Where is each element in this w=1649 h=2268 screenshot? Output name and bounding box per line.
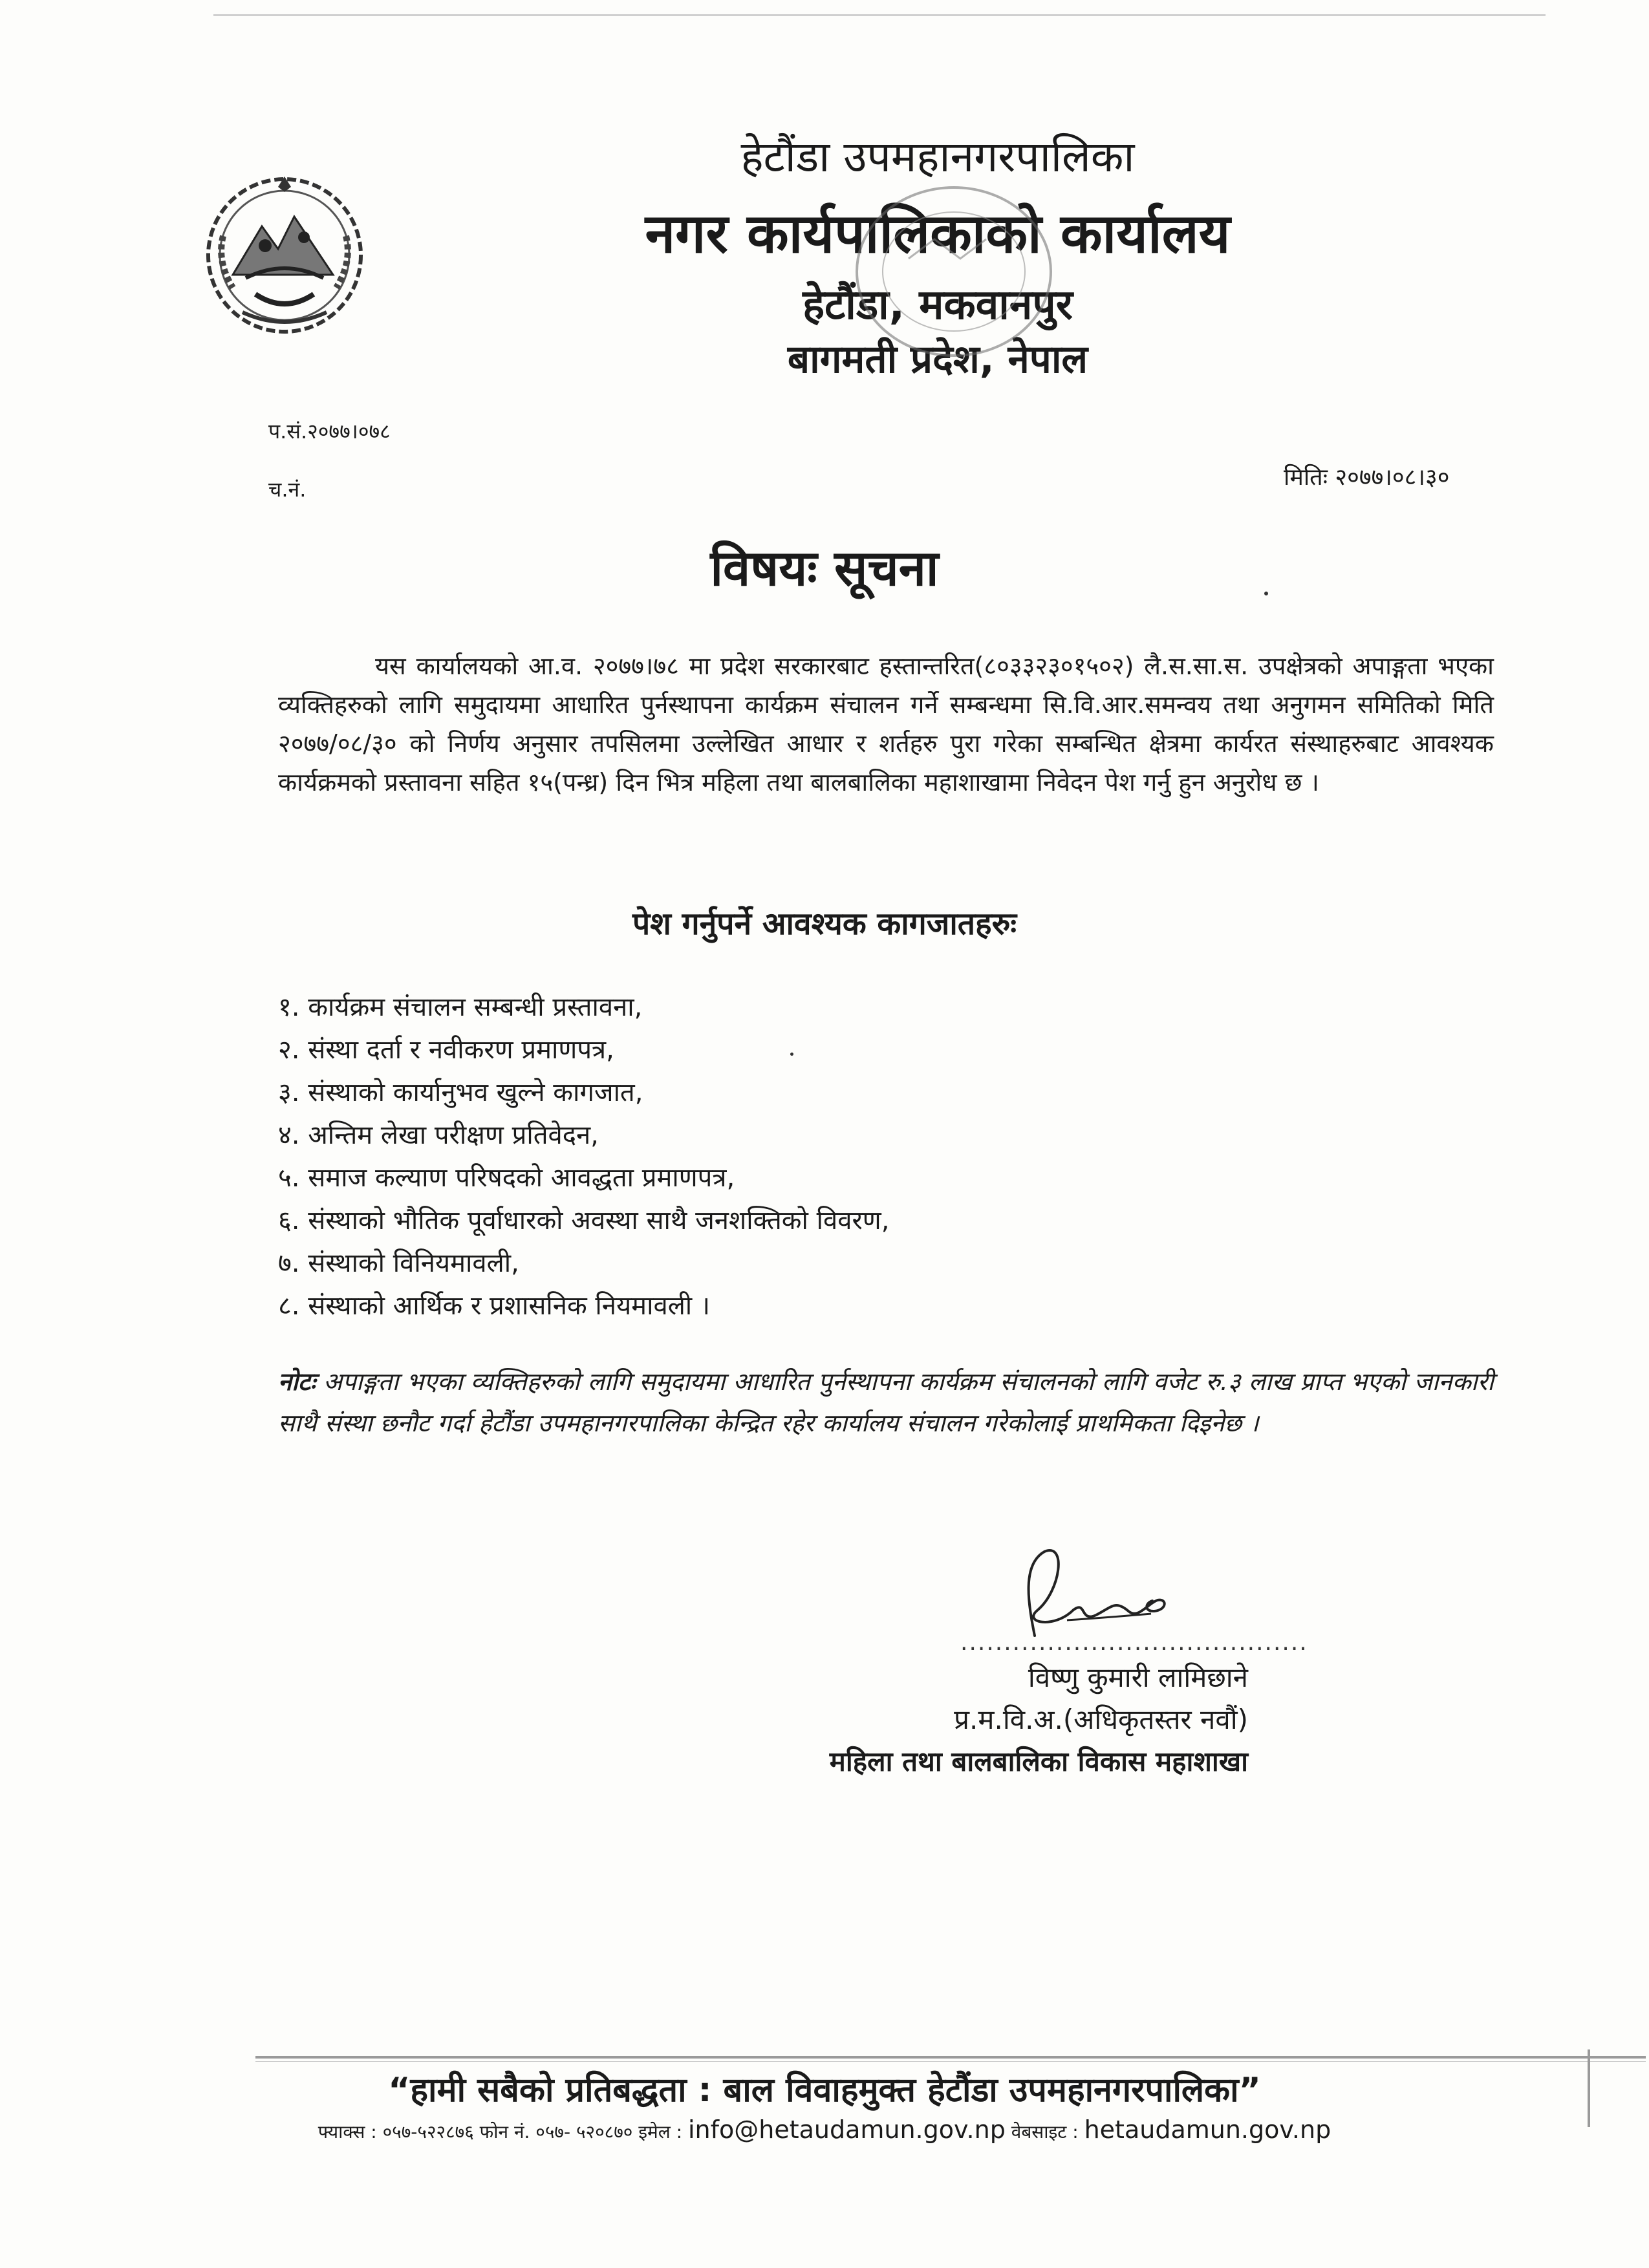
phone-number: फोन नं. ०५७- ५२०८७० — [479, 2121, 633, 2143]
requirement-item: ८. संस्थाको आर्थिक र प्रशासनिक नियमावली । — [278, 1291, 711, 1321]
requirement-item: ४. अन्तिम लेखा परीक्षण प्रतिवेदन, — [278, 1120, 599, 1150]
subject-heading: विषयः सूचना — [710, 539, 939, 597]
office-stamp-icon — [847, 175, 1061, 369]
letter-reference-number: प.सं.२०७७।०७८ — [268, 419, 391, 444]
email-address: info@hetaudamun.gov.np — [687, 2115, 1006, 2144]
note-text: अपाङ्गता भएका व्यक्तिहरुको लागि समुदायमा आधारित पुर्नस्थापना कार्यक्रम संचालनको लागि वजेट रु.३ लाख प्राप्त भएको जानकारी साथै संस्था छनौट गर्दा हेटौंडा उपमहानगरपालिका केन्द्रित रहेर कार्यालय संचालन गरेकोलाई प्राथमिकता दिइनेछ । — [278, 1367, 1494, 1437]
requirement-item: ५. समाज कल्याण परिषदको आवद्धता प्रमाणपत्र, — [278, 1163, 735, 1193]
requirement-item: २. संस्था दर्ता र नवीकरण प्रमाणपत्र, — [278, 1035, 614, 1065]
top-scan-edge — [213, 14, 1546, 16]
signatory-title: प्र.म.वि.अ.(अधिकृतस्तर नवौं) — [954, 1704, 1248, 1735]
requirement-item: ७. संस्थाको विनियमावली, — [278, 1248, 519, 1278]
requirement-item: ३. संस्थाको कार्यानुभव खुल्ने कागजात, — [278, 1078, 643, 1107]
note-paragraph — [278, 1361, 1494, 1444]
letter-date: मितिः २०७७।०८।३० — [1284, 464, 1450, 491]
website-label: वेबसाइट : — [1011, 2121, 1079, 2143]
requirements-heading: पेश गर्नुपर्ने आवश्यक कागजातहरुः — [632, 906, 1017, 942]
signature-line: ........................................ — [960, 1629, 1308, 1656]
municipality-name: हेटौंडा उपमहानगरपालिका — [740, 132, 1135, 182]
dispatch-number: च.नं. — [268, 477, 307, 502]
requirements-list — [278, 986, 889, 1327]
note-label: नोटः — [278, 1367, 316, 1396]
nepal-emblem-icon — [197, 165, 372, 339]
notice-body: यस कार्यालयको आ.व. २०७७।७८ मा प्रदेश सरकारबाट हस्तान्तरित(८०३३२३०१५०२) लै.स.सा.स. उपक्षेत्रको अपाङ्गता भएका व्यक्तिहरुको लागि समुदायमा आधारित पुर्नस्थापना कार्यक्रम संचालन गर्ने सम्बन्धमा सि.वि.आर.समन्वय तथा अनुगमन समितिको मिति २०७७/०८/३० को निर्णय अनुसार तपसिलमा उल्लेखित आधार र शर्तहरु पुरा गरेका सम्बन्धित क्षेत्रमा कार्यरत संस्थाहरुबाट आवश्यक कार्यक्रमको प्रस्तावना सहित १५(पन्ध्र) दिन भित्र महिला तथा बालबालिका महाशाखामा निवेदन पेश गर्नु हुन अनुरोध छ । — [278, 652, 1494, 797]
website-url: hetaudamun.gov.np — [1084, 2115, 1331, 2144]
office-title: नगर कार्यपालिकाको कार्यालय — [645, 202, 1231, 265]
footer-rule — [255, 2056, 1646, 2059]
requirement-item: १. कार्यक्रम संचालन सम्बन्धी प्रस्तावना, — [278, 992, 643, 1022]
signatory-department: महिला तथा बालबालिका विकास महाशाखा — [829, 1746, 1248, 1777]
province-country: बागमती प्रदेश, नेपाल — [787, 337, 1088, 382]
footer-slogan: “हामी सबैको प्रतिबद्धता : बाल विवाहमुक्त हेटौंडा उपमहानगरपालिका” — [388, 2071, 1261, 2110]
footer-contact — [0, 2115, 1649, 2144]
signatory-name: विष्णु कुमारी लामिछाने — [1028, 1662, 1248, 1693]
requirement-item: ६. संस्थाको भौतिक पूर्वाधारको अवस्था साथै जनशक्तिको विवरण, — [278, 1206, 890, 1236]
email-label: इमेल : — [638, 2121, 683, 2143]
speck — [790, 1053, 793, 1056]
footer-rule-thin — [255, 2061, 1646, 2062]
fax-number: फ्याक्स : ०५७-५२२८७६ — [318, 2121, 474, 2143]
speck — [1264, 592, 1268, 595]
office-location: हेटौंडा, मकवानपुर — [803, 281, 1073, 329]
